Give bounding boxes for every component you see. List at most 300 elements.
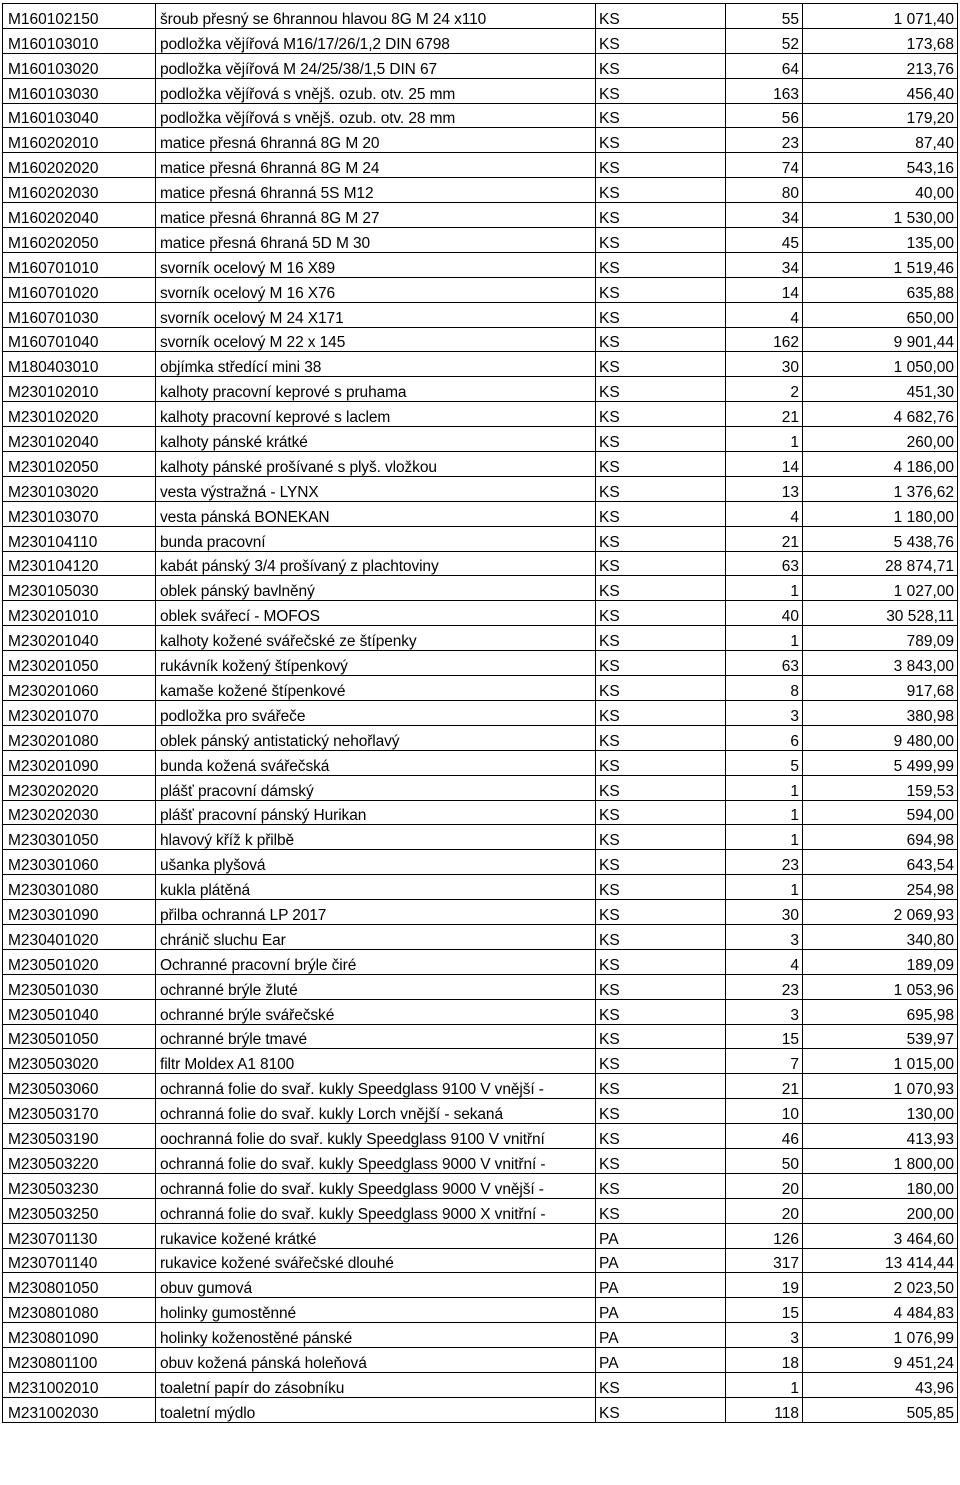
- quantity-cell: 3: [726, 924, 803, 949]
- price-cell: 789,09: [803, 626, 958, 651]
- quantity-cell: 63: [726, 651, 803, 676]
- item-code-cell: M160102150: [3, 4, 156, 29]
- table-row: [3, 1372, 958, 1397]
- unit-cell: KS: [596, 178, 726, 203]
- quantity-cell: 63: [726, 551, 803, 576]
- quantity-cell: 45: [726, 228, 803, 253]
- price-cell: 643,54: [803, 850, 958, 875]
- unit-cell: KS: [596, 1397, 726, 1422]
- unit-cell: KS: [596, 651, 726, 676]
- quantity-cell: 10: [726, 1099, 803, 1124]
- item-code-cell: M230801080: [3, 1298, 156, 1323]
- item-code-cell: M230501030: [3, 974, 156, 999]
- unit-cell: KS: [596, 1148, 726, 1173]
- price-cell: 1 070,93: [803, 1074, 958, 1099]
- table-row: [3, 1248, 958, 1273]
- unit-cell: KS: [596, 551, 726, 576]
- quantity-cell: 14: [726, 452, 803, 477]
- price-cell: 254,98: [803, 875, 958, 900]
- table-row: [3, 1074, 958, 1099]
- table-row: [3, 526, 958, 551]
- table-row: [3, 1348, 958, 1373]
- price-cell: 917,68: [803, 676, 958, 701]
- item-code-cell: M230202030: [3, 800, 156, 825]
- unit-cell: KS: [596, 327, 726, 352]
- item-code-cell: M160103030: [3, 78, 156, 103]
- inventory-table-body: [3, 4, 958, 1423]
- table-row: [3, 153, 958, 178]
- item-name-cell: plášť pracovní dámský: [156, 775, 596, 800]
- item-name-cell: vesta pánská BONEKAN: [156, 501, 596, 526]
- unit-cell: KS: [596, 228, 726, 253]
- price-cell: 200,00: [803, 1198, 958, 1223]
- item-code-cell: M160202040: [3, 203, 156, 228]
- item-code-cell: M230801090: [3, 1323, 156, 1348]
- table-row: [3, 427, 958, 452]
- item-name-cell: ochranná folie do svař. kukly Speedglass 9100 V vnější -: [156, 1074, 596, 1099]
- price-cell: 3 843,00: [803, 651, 958, 676]
- price-cell: 5 499,99: [803, 750, 958, 775]
- item-code-cell: M230503170: [3, 1099, 156, 1124]
- item-name-cell: toaletní mýdlo: [156, 1397, 596, 1422]
- item-code-cell: M230301060: [3, 850, 156, 875]
- item-name-cell: podložka vějířová s vnějš. ozub. otv. 28 mm: [156, 103, 596, 128]
- quantity-cell: 15: [726, 1024, 803, 1049]
- unit-cell: KS: [596, 402, 726, 427]
- quantity-cell: 21: [726, 1074, 803, 1099]
- unit-cell: KS: [596, 377, 726, 402]
- item-name-cell: svorník ocelový M 22 x 145: [156, 327, 596, 352]
- item-code-cell: M230503250: [3, 1198, 156, 1223]
- unit-cell: KS: [596, 4, 726, 29]
- quantity-cell: 8: [726, 676, 803, 701]
- price-cell: 135,00: [803, 228, 958, 253]
- table-row: [3, 800, 958, 825]
- table-row: [3, 1173, 958, 1198]
- item-code-cell: M230201060: [3, 676, 156, 701]
- item-name-cell: ochranná folie do svař. kukly Speedglass 9000 X vnitřní -: [156, 1198, 596, 1223]
- table-row: [3, 1323, 958, 1348]
- item-code-cell: M230503230: [3, 1173, 156, 1198]
- item-name-cell: ochranné brýle tmavé: [156, 1024, 596, 1049]
- quantity-cell: 14: [726, 277, 803, 302]
- item-name-cell: ochranné brýle žluté: [156, 974, 596, 999]
- item-code-cell: M230301050: [3, 825, 156, 850]
- item-name-cell: objímka středící mini 38: [156, 352, 596, 377]
- table-row: [3, 1397, 958, 1422]
- table-row: [3, 875, 958, 900]
- quantity-cell: 18: [726, 1348, 803, 1373]
- quantity-cell: 74: [726, 153, 803, 178]
- item-code-cell: M230201010: [3, 601, 156, 626]
- table-row: [3, 1049, 958, 1074]
- item-name-cell: rukavice kožené svářečské dlouhé: [156, 1248, 596, 1273]
- table-row: [3, 277, 958, 302]
- quantity-cell: 4: [726, 501, 803, 526]
- price-cell: 4 682,76: [803, 402, 958, 427]
- unit-cell: KS: [596, 476, 726, 501]
- item-code-cell: M230801100: [3, 1348, 156, 1373]
- unit-cell: KS: [596, 626, 726, 651]
- price-cell: 1 053,96: [803, 974, 958, 999]
- unit-cell: PA: [596, 1223, 726, 1248]
- price-cell: 1 180,00: [803, 501, 958, 526]
- unit-cell: KS: [596, 601, 726, 626]
- table-row: [3, 203, 958, 228]
- price-cell: 1 800,00: [803, 1148, 958, 1173]
- item-code-cell: M230503060: [3, 1074, 156, 1099]
- quantity-cell: 15: [726, 1298, 803, 1323]
- item-name-cell: kalhoty pracovní keprové s pruhama: [156, 377, 596, 402]
- price-cell: 2 023,50: [803, 1273, 958, 1298]
- quantity-cell: 2: [726, 377, 803, 402]
- quantity-cell: 55: [726, 4, 803, 29]
- quantity-cell: 163: [726, 78, 803, 103]
- table-row: [3, 601, 958, 626]
- unit-cell: KS: [596, 700, 726, 725]
- price-cell: 87,40: [803, 128, 958, 153]
- inventory-table: [2, 3, 958, 1423]
- unit-cell: KS: [596, 825, 726, 850]
- price-cell: 1 050,00: [803, 352, 958, 377]
- item-name-cell: kamaše kožené štípenkové: [156, 676, 596, 701]
- item-name-cell: podložka vějířová M16/17/26/1,2 DIN 6798: [156, 28, 596, 53]
- table-row: [3, 725, 958, 750]
- item-name-cell: plášť pracovní pánský Hurikan: [156, 800, 596, 825]
- table-row: [3, 850, 958, 875]
- unit-cell: KS: [596, 526, 726, 551]
- unit-cell: KS: [596, 1074, 726, 1099]
- unit-cell: KS: [596, 501, 726, 526]
- quantity-cell: 3: [726, 1323, 803, 1348]
- table-row: [3, 327, 958, 352]
- quantity-cell: 1: [726, 427, 803, 452]
- price-cell: 635,88: [803, 277, 958, 302]
- unit-cell: PA: [596, 1248, 726, 1273]
- item-name-cell: oochranná folie do svař. kukly Speedglass 9100 V vnitřní: [156, 1124, 596, 1149]
- price-cell: 1 027,00: [803, 576, 958, 601]
- quantity-cell: 21: [726, 402, 803, 427]
- unit-cell: KS: [596, 103, 726, 128]
- item-code-cell: M230201040: [3, 626, 156, 651]
- quantity-cell: 13: [726, 476, 803, 501]
- item-code-cell: M180403010: [3, 352, 156, 377]
- item-name-cell: matice přesná 6hranná 8G M 20: [156, 128, 596, 153]
- quantity-cell: 3: [726, 700, 803, 725]
- quantity-cell: 3: [726, 999, 803, 1024]
- table-row: [3, 452, 958, 477]
- item-code-cell: M230201070: [3, 700, 156, 725]
- price-cell: 189,09: [803, 949, 958, 974]
- item-code-cell: M230801050: [3, 1273, 156, 1298]
- unit-cell: KS: [596, 949, 726, 974]
- unit-cell: KS: [596, 974, 726, 999]
- unit-cell: KS: [596, 750, 726, 775]
- unit-cell: KS: [596, 725, 726, 750]
- quantity-cell: 1: [726, 576, 803, 601]
- table-row: [3, 252, 958, 277]
- price-cell: 30 528,11: [803, 601, 958, 626]
- item-name-cell: matice přesná 6hranná 5S M12: [156, 178, 596, 203]
- quantity-cell: 23: [726, 128, 803, 153]
- item-name-cell: ochranné brýle svářečské: [156, 999, 596, 1024]
- price-cell: 40,00: [803, 178, 958, 203]
- unit-cell: PA: [596, 1323, 726, 1348]
- unit-cell: KS: [596, 153, 726, 178]
- item-name-cell: hlavový kříž k přilbě: [156, 825, 596, 850]
- unit-cell: KS: [596, 128, 726, 153]
- unit-cell: KS: [596, 576, 726, 601]
- item-code-cell: M160202050: [3, 228, 156, 253]
- quantity-cell: 20: [726, 1173, 803, 1198]
- item-name-cell: podložka vějířová s vnějš. ozub. otv. 25 mm: [156, 78, 596, 103]
- table-row: [3, 178, 958, 203]
- price-cell: 340,80: [803, 924, 958, 949]
- table-row: [3, 1124, 958, 1149]
- item-name-cell: kalhoty pánské krátké: [156, 427, 596, 452]
- price-cell: 543,16: [803, 153, 958, 178]
- item-name-cell: kalhoty kožené svářečské ze štípenky: [156, 626, 596, 651]
- unit-cell: KS: [596, 1198, 726, 1223]
- item-name-cell: obuv gumová: [156, 1273, 596, 1298]
- quantity-cell: 19: [726, 1273, 803, 1298]
- item-code-cell: M230401020: [3, 924, 156, 949]
- item-name-cell: matice přesná 6hranná 8G M 27: [156, 203, 596, 228]
- table-row: [3, 402, 958, 427]
- item-name-cell: filtr Moldex A1 8100: [156, 1049, 596, 1074]
- quantity-cell: 56: [726, 103, 803, 128]
- item-name-cell: holinky gumostěnné: [156, 1298, 596, 1323]
- item-code-cell: M230701140: [3, 1248, 156, 1273]
- item-code-cell: M160701040: [3, 327, 156, 352]
- table-row: [3, 825, 958, 850]
- table-row: [3, 1223, 958, 1248]
- quantity-cell: 34: [726, 252, 803, 277]
- item-code-cell: M230501020: [3, 949, 156, 974]
- item-code-cell: M160202020: [3, 153, 156, 178]
- table-row: [3, 949, 958, 974]
- price-cell: 260,00: [803, 427, 958, 452]
- quantity-cell: 1: [726, 775, 803, 800]
- item-code-cell: M160202030: [3, 178, 156, 203]
- price-cell: 43,96: [803, 1372, 958, 1397]
- price-cell: 1 376,62: [803, 476, 958, 501]
- unit-cell: KS: [596, 78, 726, 103]
- item-code-cell: M230301080: [3, 875, 156, 900]
- item-code-cell: M160103040: [3, 103, 156, 128]
- table-row: [3, 551, 958, 576]
- item-name-cell: šroub přesný se 6hrannou hlavou 8G M 24 x110: [156, 4, 596, 29]
- table-row: [3, 676, 958, 701]
- quantity-cell: 4: [726, 949, 803, 974]
- table-row: [3, 228, 958, 253]
- quantity-cell: 40: [726, 601, 803, 626]
- table-row: [3, 128, 958, 153]
- item-name-cell: toaletní papír do zásobníku: [156, 1372, 596, 1397]
- price-cell: 505,85: [803, 1397, 958, 1422]
- item-code-cell: M230102010: [3, 377, 156, 402]
- item-name-cell: svorník ocelový M 16 X89: [156, 252, 596, 277]
- unit-cell: KS: [596, 1099, 726, 1124]
- table-row: [3, 1148, 958, 1173]
- unit-cell: PA: [596, 1298, 726, 1323]
- item-name-cell: svorník ocelový M 16 X76: [156, 277, 596, 302]
- item-code-cell: M230301090: [3, 900, 156, 925]
- quantity-cell: 6: [726, 725, 803, 750]
- item-code-cell: M230701130: [3, 1223, 156, 1248]
- unit-cell: KS: [596, 277, 726, 302]
- item-code-cell: M230201090: [3, 750, 156, 775]
- table-row: [3, 900, 958, 925]
- item-code-cell: M230503220: [3, 1148, 156, 1173]
- item-code-cell: M231002010: [3, 1372, 156, 1397]
- item-code-cell: M230102050: [3, 452, 156, 477]
- table-row: [3, 775, 958, 800]
- item-name-cell: ušanka plyšová: [156, 850, 596, 875]
- unit-cell: KS: [596, 1124, 726, 1149]
- quantity-cell: 1: [726, 875, 803, 900]
- unit-cell: KS: [596, 800, 726, 825]
- table-row: [3, 501, 958, 526]
- item-name-cell: ochranná folie do svař. kukly Lorch vnější - sekaná: [156, 1099, 596, 1124]
- unit-cell: KS: [596, 302, 726, 327]
- quantity-cell: 1: [726, 825, 803, 850]
- price-cell: 650,00: [803, 302, 958, 327]
- quantity-cell: 20: [726, 1198, 803, 1223]
- item-code-cell: M160701020: [3, 277, 156, 302]
- unit-cell: KS: [596, 676, 726, 701]
- item-code-cell: M160701010: [3, 252, 156, 277]
- price-cell: 159,53: [803, 775, 958, 800]
- table-row: [3, 352, 958, 377]
- quantity-cell: 1: [726, 1372, 803, 1397]
- price-cell: 3 464,60: [803, 1223, 958, 1248]
- unit-cell: KS: [596, 875, 726, 900]
- item-code-cell: M160103020: [3, 53, 156, 78]
- price-cell: 1 519,46: [803, 252, 958, 277]
- price-cell: 9 451,24: [803, 1348, 958, 1373]
- table-row: [3, 1024, 958, 1049]
- quantity-cell: 126: [726, 1223, 803, 1248]
- unit-cell: PA: [596, 1348, 726, 1373]
- quantity-cell: 80: [726, 178, 803, 203]
- quantity-cell: 162: [726, 327, 803, 352]
- price-cell: 594,00: [803, 800, 958, 825]
- item-name-cell: kalhoty pracovní keprové s laclem: [156, 402, 596, 427]
- price-cell: 180,00: [803, 1173, 958, 1198]
- item-code-cell: M160701030: [3, 302, 156, 327]
- price-cell: 130,00: [803, 1099, 958, 1124]
- price-cell: 4 186,00: [803, 452, 958, 477]
- item-code-cell: M230104120: [3, 551, 156, 576]
- unit-cell: PA: [596, 1273, 726, 1298]
- item-name-cell: přilba ochranná LP 2017: [156, 900, 596, 925]
- quantity-cell: 5: [726, 750, 803, 775]
- unit-cell: KS: [596, 203, 726, 228]
- unit-cell: KS: [596, 427, 726, 452]
- item-name-cell: bunda pracovní: [156, 526, 596, 551]
- table-row: [3, 28, 958, 53]
- unit-cell: KS: [596, 924, 726, 949]
- price-cell: 456,40: [803, 78, 958, 103]
- item-name-cell: oblek svářecí - MOFOS: [156, 601, 596, 626]
- item-name-cell: podložka pro svářeče: [156, 700, 596, 725]
- table-row: [3, 626, 958, 651]
- item-code-cell: M160202010: [3, 128, 156, 153]
- item-code-cell: M230102040: [3, 427, 156, 452]
- item-code-cell: M230201080: [3, 725, 156, 750]
- price-cell: 380,98: [803, 700, 958, 725]
- unit-cell: KS: [596, 850, 726, 875]
- quantity-cell: 23: [726, 850, 803, 875]
- item-name-cell: Ochranné pracovní brýle čiré: [156, 949, 596, 974]
- quantity-cell: 34: [726, 203, 803, 228]
- item-name-cell: kalhoty pánské prošívané s plyš. vložkou: [156, 452, 596, 477]
- price-cell: 413,93: [803, 1124, 958, 1149]
- unit-cell: KS: [596, 1049, 726, 1074]
- item-name-cell: oblek pánský antistatický nehořlavý: [156, 725, 596, 750]
- unit-cell: KS: [596, 775, 726, 800]
- price-cell: 2 069,93: [803, 900, 958, 925]
- price-cell: 1 530,00: [803, 203, 958, 228]
- item-code-cell: M230201050: [3, 651, 156, 676]
- quantity-cell: 1: [726, 626, 803, 651]
- item-name-cell: oblek pánský bavlněný: [156, 576, 596, 601]
- item-code-cell: M230501050: [3, 1024, 156, 1049]
- table-row: [3, 476, 958, 501]
- table-row: [3, 103, 958, 128]
- price-cell: 4 484,83: [803, 1298, 958, 1323]
- unit-cell: KS: [596, 1173, 726, 1198]
- unit-cell: KS: [596, 452, 726, 477]
- quantity-cell: 30: [726, 900, 803, 925]
- item-name-cell: ochranná folie do svař. kukly Speedglass 9000 V vnější -: [156, 1173, 596, 1198]
- quantity-cell: 21: [726, 526, 803, 551]
- price-cell: 9 901,44: [803, 327, 958, 352]
- item-name-cell: svorník ocelový M 24 X171: [156, 302, 596, 327]
- table-row: [3, 651, 958, 676]
- table-row: [3, 576, 958, 601]
- item-name-cell: obuv kožená pánská holeňová: [156, 1348, 596, 1373]
- table-row: [3, 53, 958, 78]
- unit-cell: KS: [596, 999, 726, 1024]
- item-code-cell: M231002030: [3, 1397, 156, 1422]
- price-cell: 13 414,44: [803, 1248, 958, 1273]
- item-name-cell: matice přesná 6hraná 5D M 30: [156, 228, 596, 253]
- quantity-cell: 50: [726, 1148, 803, 1173]
- quantity-cell: 46: [726, 1124, 803, 1149]
- price-cell: 1 071,40: [803, 4, 958, 29]
- table-row: [3, 4, 958, 29]
- unit-cell: KS: [596, 28, 726, 53]
- quantity-cell: 64: [726, 53, 803, 78]
- item-name-cell: chránič sluchu Ear: [156, 924, 596, 949]
- table-row: [3, 1273, 958, 1298]
- quantity-cell: 30: [726, 352, 803, 377]
- item-name-cell: rukavice kožené krátké: [156, 1223, 596, 1248]
- item-code-cell: M230103070: [3, 501, 156, 526]
- table-row: [3, 1099, 958, 1124]
- price-cell: 179,20: [803, 103, 958, 128]
- table-row: [3, 700, 958, 725]
- price-cell: 539,97: [803, 1024, 958, 1049]
- item-name-cell: kukla plátěná: [156, 875, 596, 900]
- unit-cell: KS: [596, 352, 726, 377]
- quantity-cell: 317: [726, 1248, 803, 1273]
- table-row: [3, 377, 958, 402]
- price-cell: 5 438,76: [803, 526, 958, 551]
- table-row: [3, 78, 958, 103]
